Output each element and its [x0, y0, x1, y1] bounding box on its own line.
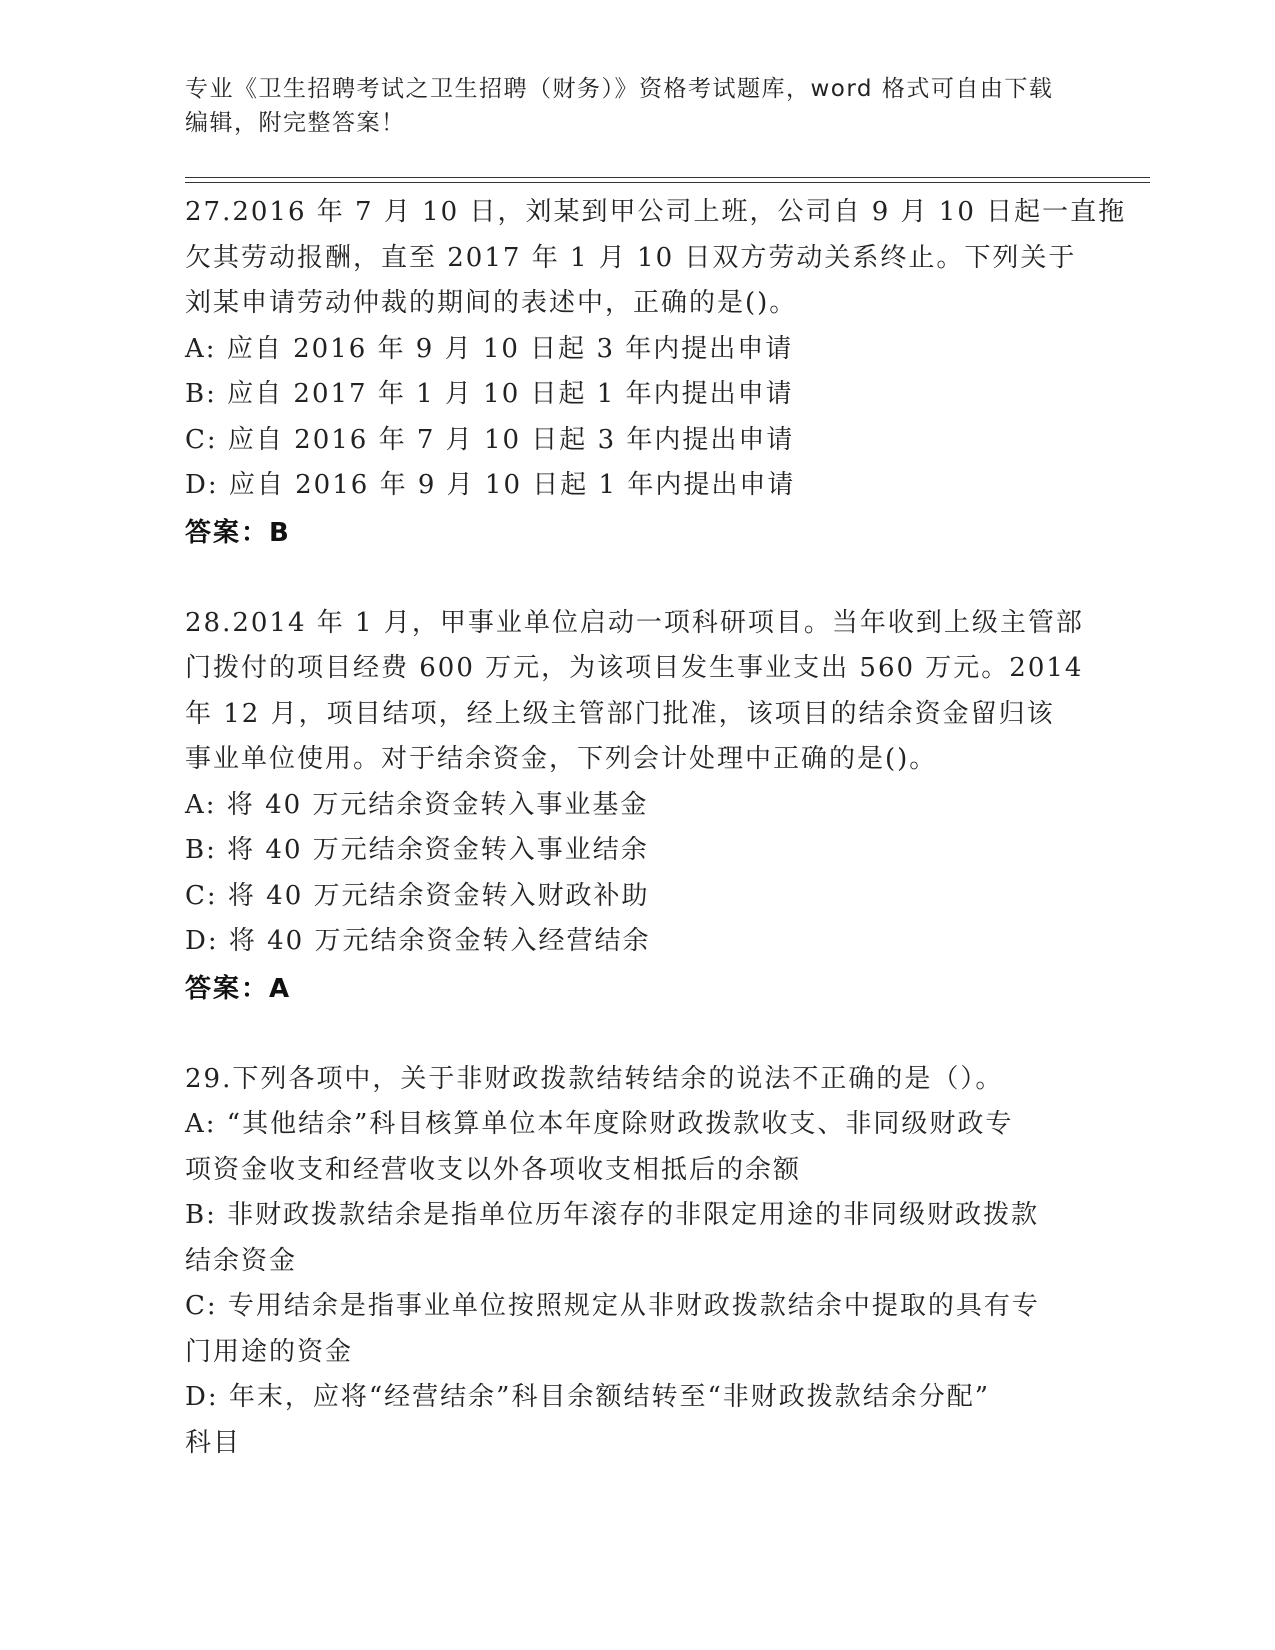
header-divider-top: [185, 177, 1150, 178]
option-b-continuation: 结余资金: [185, 1245, 298, 1276]
header-divider-bottom: [185, 182, 1150, 183]
question-stem-line: 28.2014 年 1 月，甲事业单位启动一项科研项目。当年收到上级主管部: [185, 607, 1084, 638]
question-stem-line: 29.下列各项中，关于非财政拨款结转结余的说法不正确的是（）。: [185, 1063, 1004, 1094]
answer-label: 答案：B: [185, 517, 291, 548]
question-stem-line: 27.2016 年 7 月 10 日，刘某到甲公司上班，公司自 9 月 10 日起一直拖: [185, 197, 1127, 227]
option-d-continuation: 科目: [185, 1427, 242, 1458]
question-27: [185, 190, 1127, 557]
option-b: B: 非财政拨款结余是指单位历年滚存的非限定用途的非同级财政拨款: [185, 1200, 1040, 1230]
option-a-continuation: 项资金收支和经营收支以外各项收支相抵后的余额: [185, 1154, 802, 1185]
option-b: B: 将 40 万元结余资金转入事业结余: [185, 835, 649, 865]
question-list: [185, 190, 1127, 1466]
question-stem-line: 门拨付的项目经费 600 万元，为该项目发生事业支出 560 万元。2014: [185, 653, 1084, 683]
option-c: C: 应自 2016 年 7 月 10 日起 3 年内提出申请: [185, 424, 795, 455]
question-stem-line: 年 12 月，项目结项，经上级主管部门批准，该项目的结余资金留归该: [185, 698, 1055, 729]
answer-label: 答案：A: [185, 973, 292, 1004]
question-28: [185, 601, 1085, 1013]
option-b: B: 应自 2017 年 1 月 10 日起 1 年内提出申请: [185, 379, 794, 409]
header-line-1: 专业《卫生招聘考试之卫生招聘（财务）》资格考试题库，word 格式可自由下载: [185, 76, 1054, 102]
question-stem-line: 欠其劳动报酬，直至 2017 年 1 月 10 日双方劳动关系终止。下列关于: [185, 242, 1077, 273]
header-line-2: 编辑，附完整答案！: [185, 110, 406, 136]
option-a: A: “其他结余”科目核算单位本年度除财政拨款收支、非同级财政专: [185, 1109, 1014, 1139]
document-header: [185, 72, 1065, 140]
option-d: D: 将 40 万元结余资金转入经营结余: [185, 926, 651, 956]
option-a: A: 应自 2016 年 9 月 10 日起 3 年内提出申请: [185, 333, 794, 364]
option-a: A: 将 40 万元结余资金转入事业基金: [185, 789, 649, 820]
option-d: D: 年末，应将“经营结余”科目余额结转至“非财政拨款结余分配”: [185, 1382, 991, 1412]
question-29: [185, 1057, 1085, 1467]
question-spacer: [185, 1013, 1085, 1057]
option-c: C: 将 40 万元结余资金转入财政补助: [185, 880, 650, 911]
question-stem-line: 事业单位使用。对于结余资金，下列会计处理中正确的是()。: [185, 744, 938, 774]
option-c-continuation: 门用途的资金: [185, 1336, 354, 1367]
question-stem-line: 刘某申请劳动仲裁的期间的表述中，正确的是()。: [185, 288, 798, 318]
option-d: D: 应自 2016 年 9 月 10 日起 1 年内提出申请: [185, 470, 796, 500]
question-spacer: [185, 557, 1085, 601]
option-c: C: 专用结余是指事业单位按照规定从非财政拨款结余中提取的具有专: [185, 1291, 1040, 1321]
